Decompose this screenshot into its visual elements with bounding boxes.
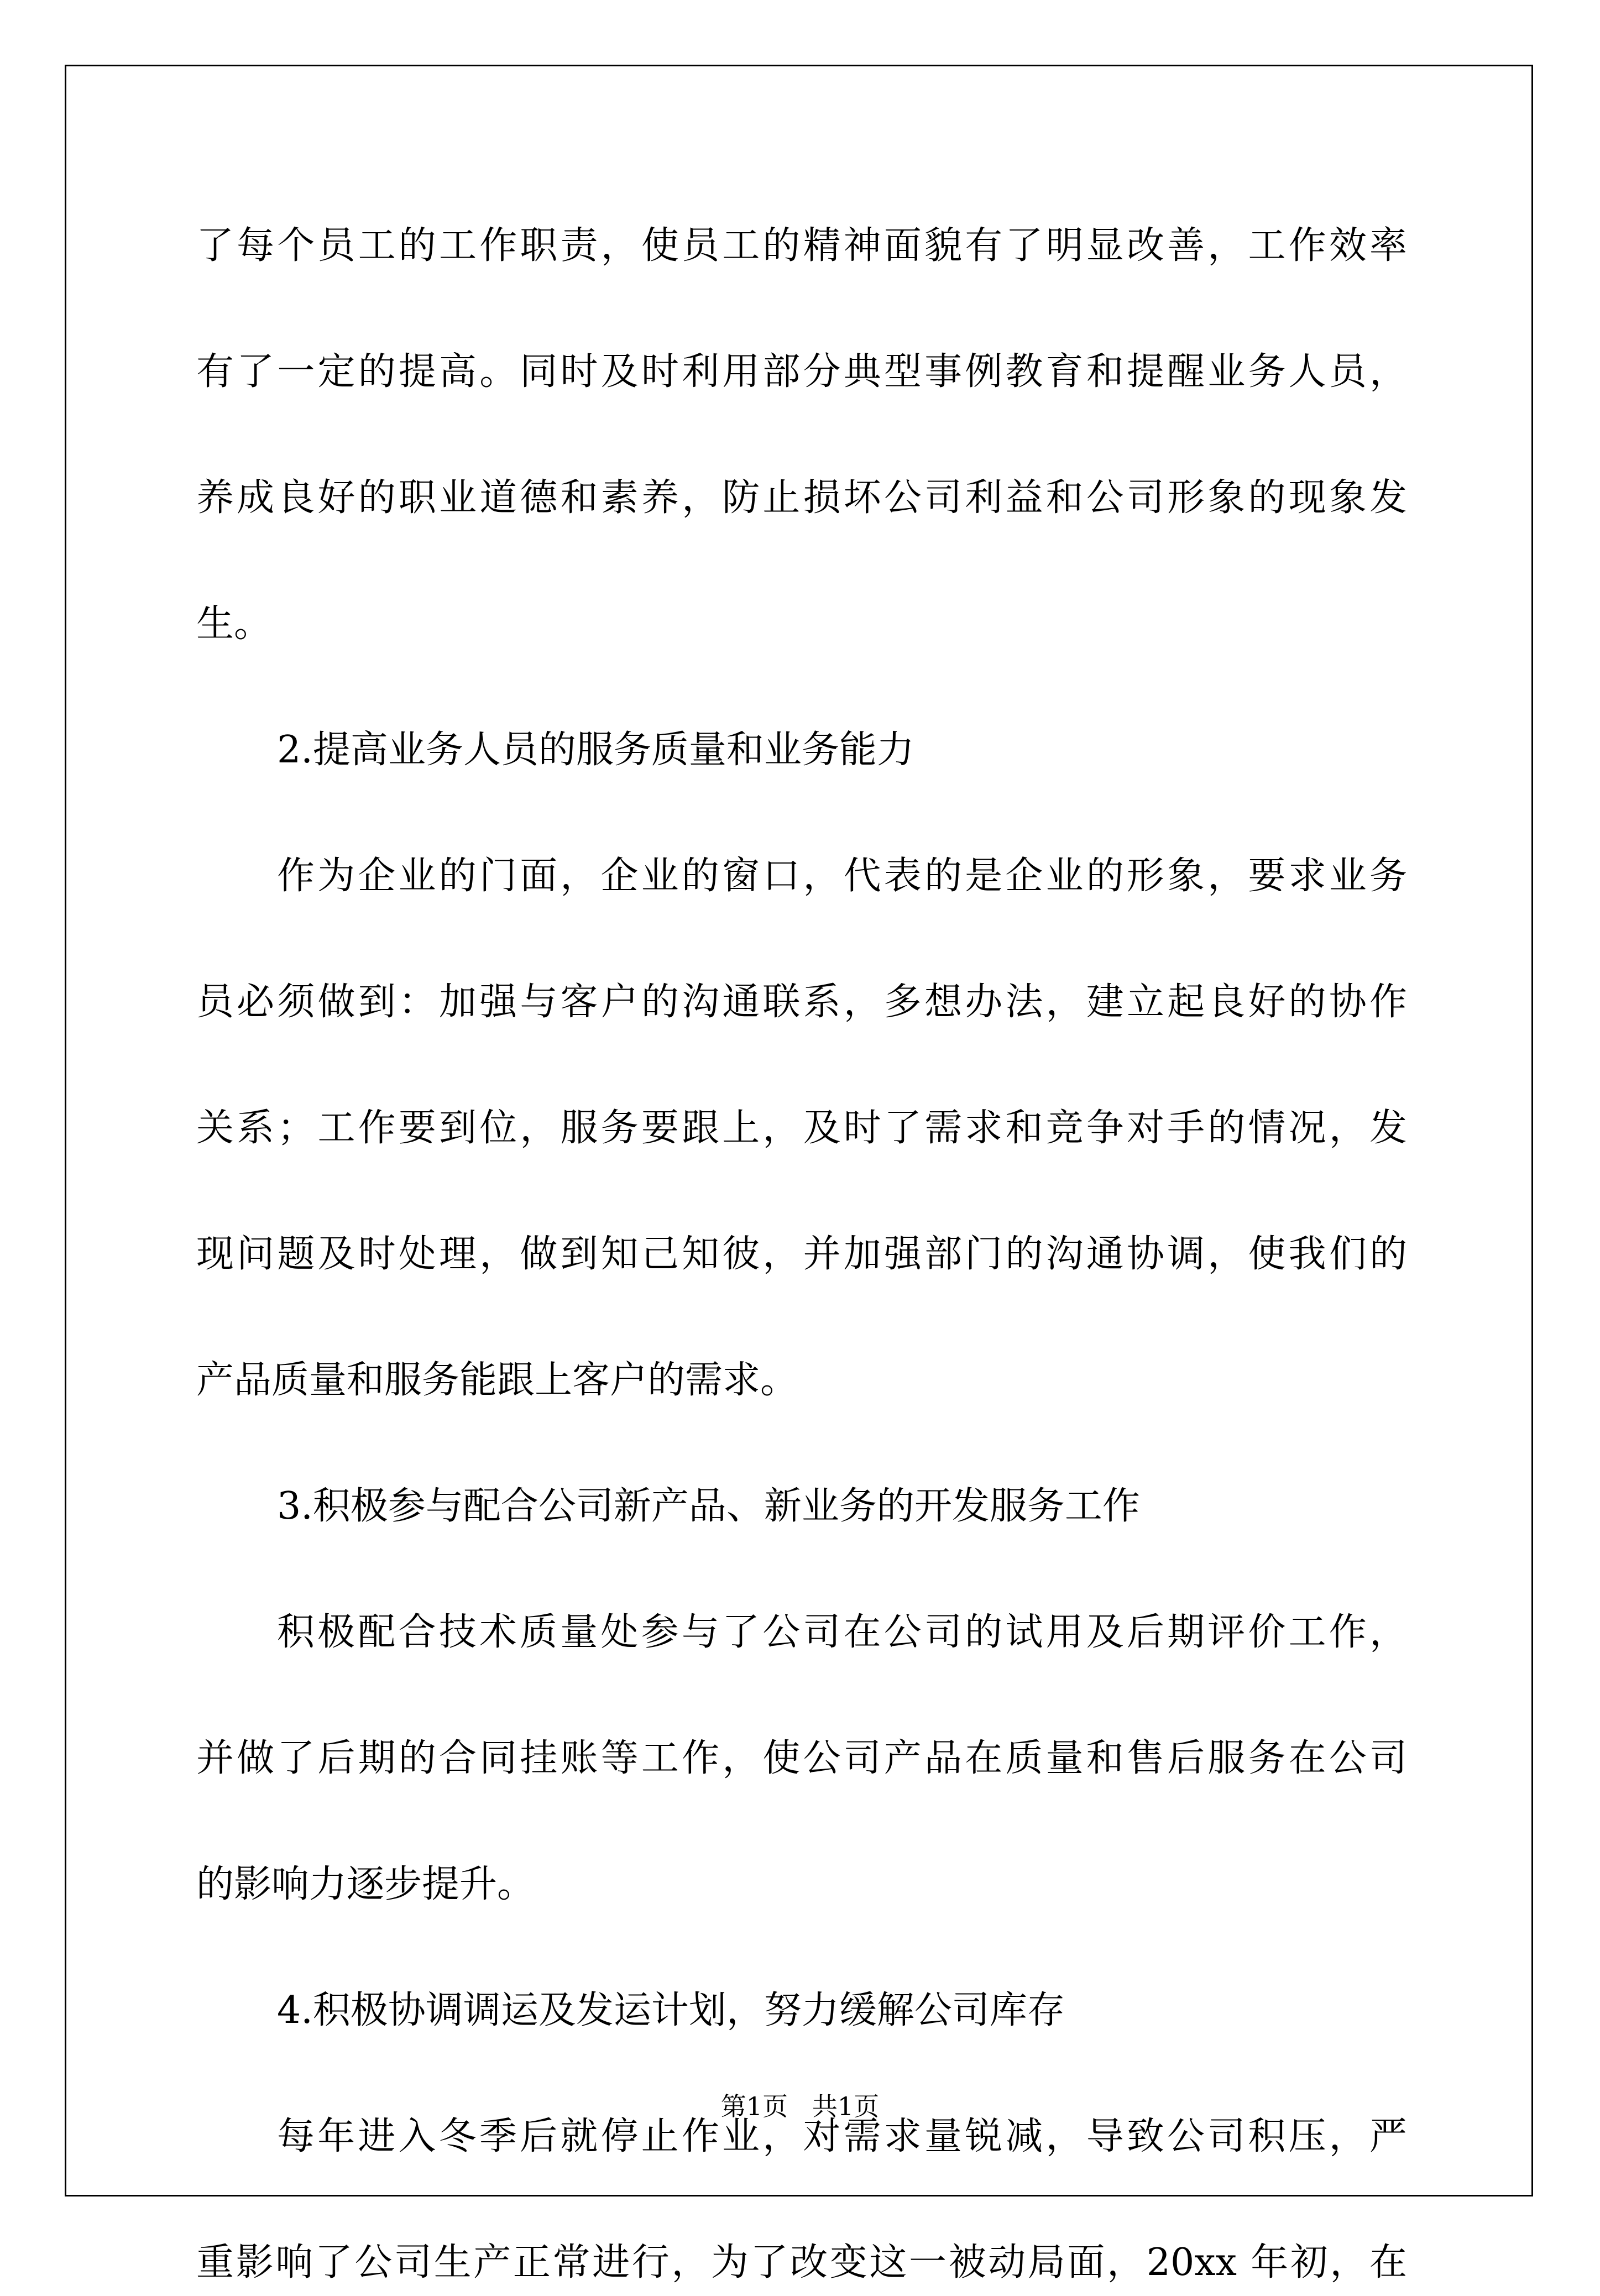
text-line: 现问题及时处理，做到知己知彼，并加强部门的沟通协调，使我们的 <box>196 1232 1407 1276</box>
text-line: 产品质量和服务能跟上客户的需求。 <box>196 1358 798 1402</box>
text-line: 并做了后期的合同挂账等工作，使公司产品在质量和售后服务在公司 <box>196 1737 1407 1780</box>
text-line: 养成良好的职业道德和素养，防止损坏公司利益和公司形象的现象发 <box>196 476 1407 520</box>
page-footer: 第1页 共1页 <box>720 2091 880 2121</box>
section-heading: 2.提高业务人员的服务质量和业务能力 <box>277 728 914 772</box>
text-line: 生。 <box>196 602 272 646</box>
text-line: 积极配合技术质量处参与了公司在公司的试用及后期评价工作， <box>277 1610 1407 1654</box>
text-line: 的影响力逐步提升。 <box>196 1863 535 1906</box>
section-heading: 4.积极协调调运及发运计划，努力缓解公司库存 <box>277 1989 1065 2032</box>
text-line: 重影响了公司生产正常进行，为了改变这一被动局面，20xx 年初，在 <box>196 2241 1407 2284</box>
text-line: 每年进入冬季后就停止作业，对需求量锐减，导致公司积压，严 <box>277 2115 1407 2158</box>
text-line: 关系；工作要到位，服务要跟上，及时了需求和竞争对手的情况，发 <box>196 1106 1407 1150</box>
text-line: 有了一定的提高。同时及时利用部分典型事例教育和提醒业务人员， <box>196 350 1407 394</box>
text-line: 作为企业的门面，企业的窗口，代表的是企业的形象，要求业务 <box>277 854 1407 898</box>
text-line: 了每个员工的工作职责，使员工的精神面貌有了明显改善，工作效率 <box>196 224 1407 268</box>
section-heading: 3.积极参与配合公司新产品、新业务的开发服务工作 <box>277 1484 1140 1528</box>
text-line: 员必须做到：加强与客户的沟通联系，多想办法，建立起良好的协作 <box>196 980 1407 1024</box>
